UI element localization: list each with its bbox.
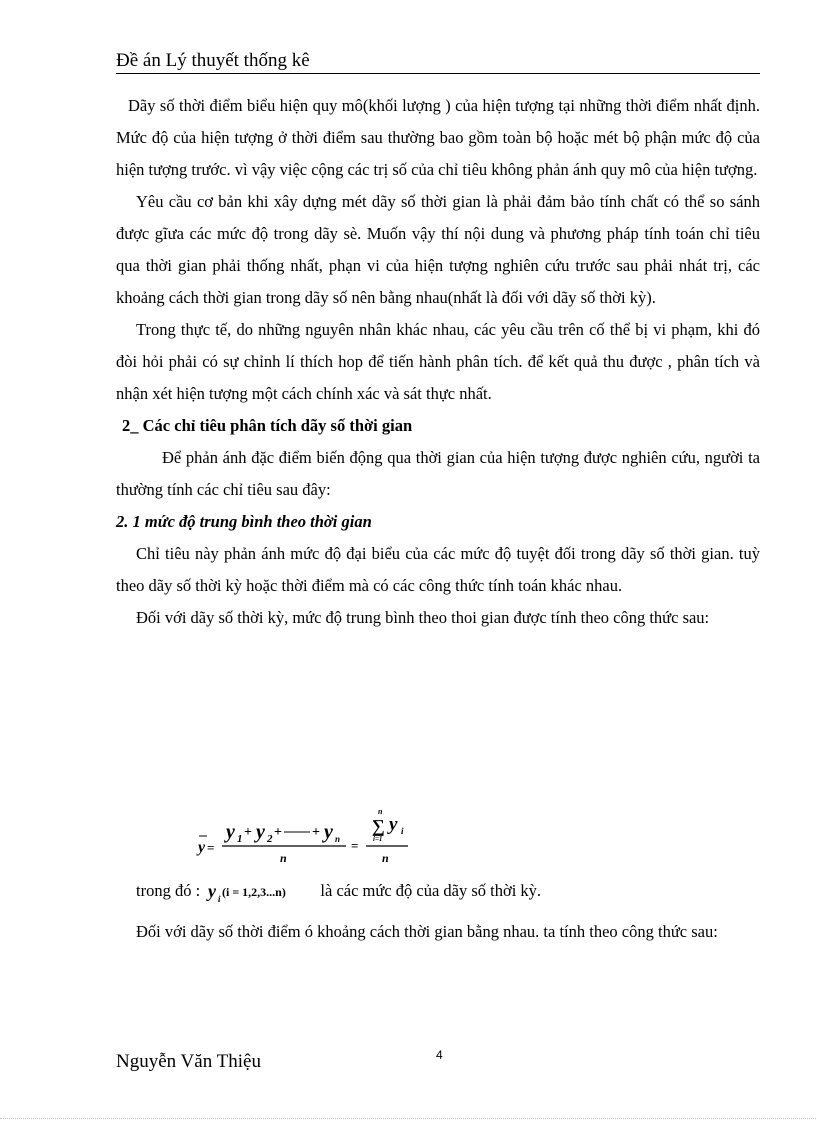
page-body <box>116 90 760 634</box>
num-plus2: + <box>274 825 282 840</box>
mean-formula <box>196 808 436 868</box>
footer-author: Nguyễn Văn Thiệu <box>116 1051 261 1072</box>
sum-y-sub: i <box>401 826 404 836</box>
num-subn: n <box>335 834 341 844</box>
formula-prefix: trong đó : <box>136 881 201 900</box>
paragraph-2: Yêu cầu cơ bản khi xây dựng mét dãy số thời gian là phải đảm bảo tính chất có thể so sánh được gĩưa các mức độ trong dãy sè. Muốn vậy thí nội dung và phương pháp tính toán chỉ tiêu qua thời gian phải thống nhất, phạn vi của hiện tượng nghiên cứu trước sau phải nhát trị, các khoảng cách thời gian trong dãy số nên bằng nhau(nhất là đối với dãy số thời kỳ). <box>116 192 760 307</box>
num-plus1: + <box>244 825 252 840</box>
paragraph-4: Để phản ánh đặc điểm biến động qua thời gian của hiện tượng được nghiên cứu, người ta thường tính các chỉ tiêu sau đây: <box>116 448 760 499</box>
num-yn: y <box>324 821 333 843</box>
formula-denominator-1: n <box>280 851 287 865</box>
sum-symbol: ∑ <box>372 816 385 836</box>
page-bottom-edge <box>0 1118 816 1119</box>
subsection-heading: 2. 1 mức độ trung bình theo thời gian <box>116 512 372 531</box>
paragraph-1: Dãy số thời điểm biểu hiện quy mô(khối lượng ) của hiện tượng tại những thời điểm nhất định. Mức độ của hiện tượng ở thời điểm sau thường bao gồm toàn bộ hoặc mét bộ phận mức độ của hiện tượng trước. vì vậy việc cộng các trị số của chỉ tiêu không phản ánh quy mô của hiện tượng. <box>116 96 760 179</box>
formula-equals-2: = <box>351 838 359 853</box>
inline-condition: (i = 1,2,3...n) <box>222 885 287 900</box>
header-rule <box>116 73 760 74</box>
formula-explanation <box>136 879 541 904</box>
page-body-continued <box>116 916 760 948</box>
page-number: 4 <box>436 1048 443 1062</box>
inline-formula <box>206 880 314 904</box>
num-y2: y <box>256 821 265 843</box>
paragraph-7: Đối với dãy số thời điểm ó khoảng cách thời gian bằng nhau. ta tính theo công thức sau: <box>136 922 718 941</box>
formula-denominator-2: n <box>382 851 389 865</box>
sum-lower: i=1 <box>373 835 383 843</box>
sum-upper: n <box>378 808 383 816</box>
num-y1: y <box>226 821 235 843</box>
sum-y: y <box>389 814 398 835</box>
num-plus3: + <box>312 825 320 840</box>
paragraph-3: Trong thực tế, do những nguyên nhân khác nhau, các yêu cầu trên cố thể bị vi phạm, khi đó đòi hỏi phải có sự chỉnh lí thích hop để tiến hành phân tích. để kết quả thu được , phân tích và nhận xét hiện tượng một cách chính xác và sát thực nhất. <box>116 320 760 403</box>
formula-suffix: là các mức độ của dãy số thời kỳ. <box>320 881 542 900</box>
inline-y-sub: i <box>218 894 221 905</box>
section-heading: 2_ Các chỉ tiêu phân tích dãy số thời gian <box>122 416 413 435</box>
paragraph-6: Đối với dãy số thời kỳ, mức độ trung bình theo thoi gian được tính theo công thức sau: <box>136 608 710 627</box>
inline-y: y <box>208 881 217 902</box>
formula-lhs: y <box>198 839 206 856</box>
document-header-title: Đề án Lý thuyết thống kê <box>116 50 310 71</box>
formula-equals: = <box>207 840 215 855</box>
paragraph-5: Chỉ tiêu này phản ánh mức độ đại biểu của các mức độ tuyệt đối trong dãy số thời gian. tuỳ theo dãy số thời kỳ hoặc thời điểm mà có các công thức tính toán khác nhau. <box>116 544 760 595</box>
num-sub2: 2 <box>267 833 273 845</box>
num-sub1: 1 <box>237 833 243 845</box>
